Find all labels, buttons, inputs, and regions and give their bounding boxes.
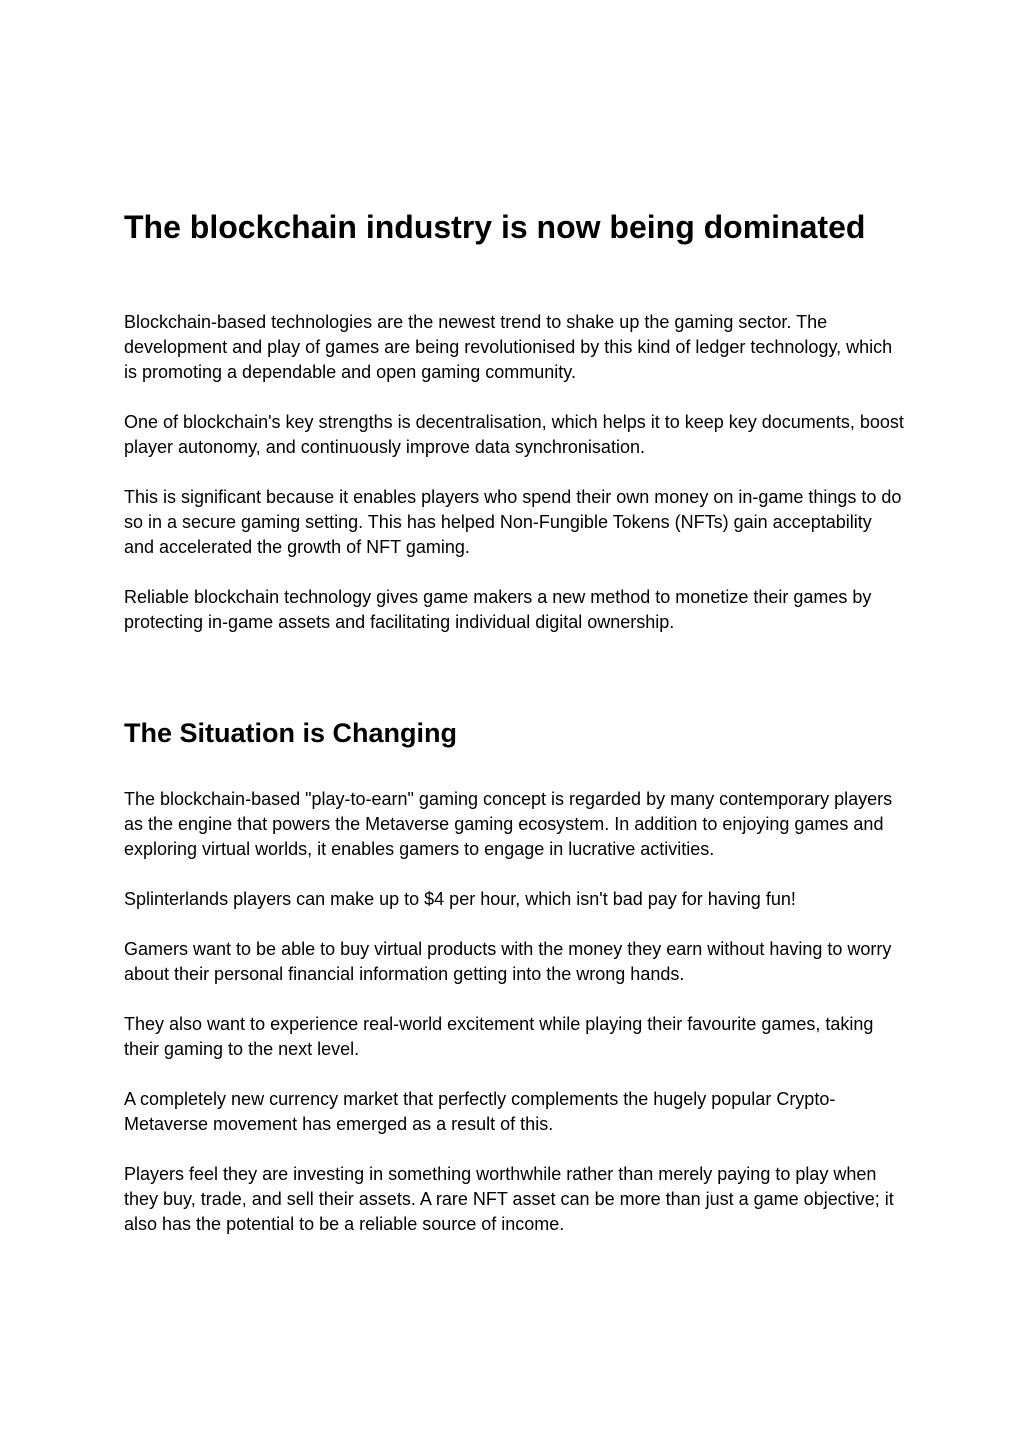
paragraph: The blockchain-based "play-to-earn" gaming concept is regarded by many contemporary players as the engine that powers the Metaverse gaming ecosystem. In addition to enjoying games and exploring virtual worlds, it enables gamers to engage in lucrative activities. [124, 789, 893, 859]
section-heading: The Situation is Changing [124, 718, 457, 748]
section-situation [124, 787, 904, 1262]
paragraph: Gamers want to be able to buy virtual products with the money they earn without having to worry about their personal financial information getting into the wrong hands. [124, 939, 892, 984]
paragraph: One of blockchain's key strengths is decentralisation, which helps it to keep key documents, boost player autonomy, and continuously improve data synchronisation. [124, 412, 904, 457]
paragraph: Splinterlands players can make up to $4 per hour, which isn't bad pay for having fun! [124, 889, 796, 909]
paragraph: Reliable blockchain technology gives game makers a new method to monetize their games by protecting in-game assets and facilitating individual digital ownership. [124, 587, 872, 632]
page-title: The blockchain industry is now being dominated [124, 209, 866, 245]
paragraph: Blockchain-based technologies are the newest trend to shake up the gaming sector. The development and play of games are being revolutionised by this kind of ledger technology, which is promoting a dependable and open gaming community. [124, 312, 893, 382]
paragraph: Players feel they are investing in something worthwhile rather than merely paying to play when they buy, trade, and sell their assets. A rare NFT asset can be more than just a game objective; it also has the potential to be a reliable source of income. [124, 1164, 894, 1234]
paragraph: A completely new currency market that perfectly complements the hugely popular Crypto-Metaverse movement has emerged as a result of this. [124, 1089, 836, 1134]
section-intro [124, 310, 904, 660]
paragraph: They also want to experience real-world excitement while playing their favourite games, taking their gaming to the next level. [124, 1014, 874, 1059]
paragraph: This is significant because it enables players who spend their own money on in-game things to do so in a secure gaming setting. This has helped Non-Fungible Tokens (NFTs) gain acceptability and accelerated the growth of NFT gaming. [124, 487, 902, 557]
